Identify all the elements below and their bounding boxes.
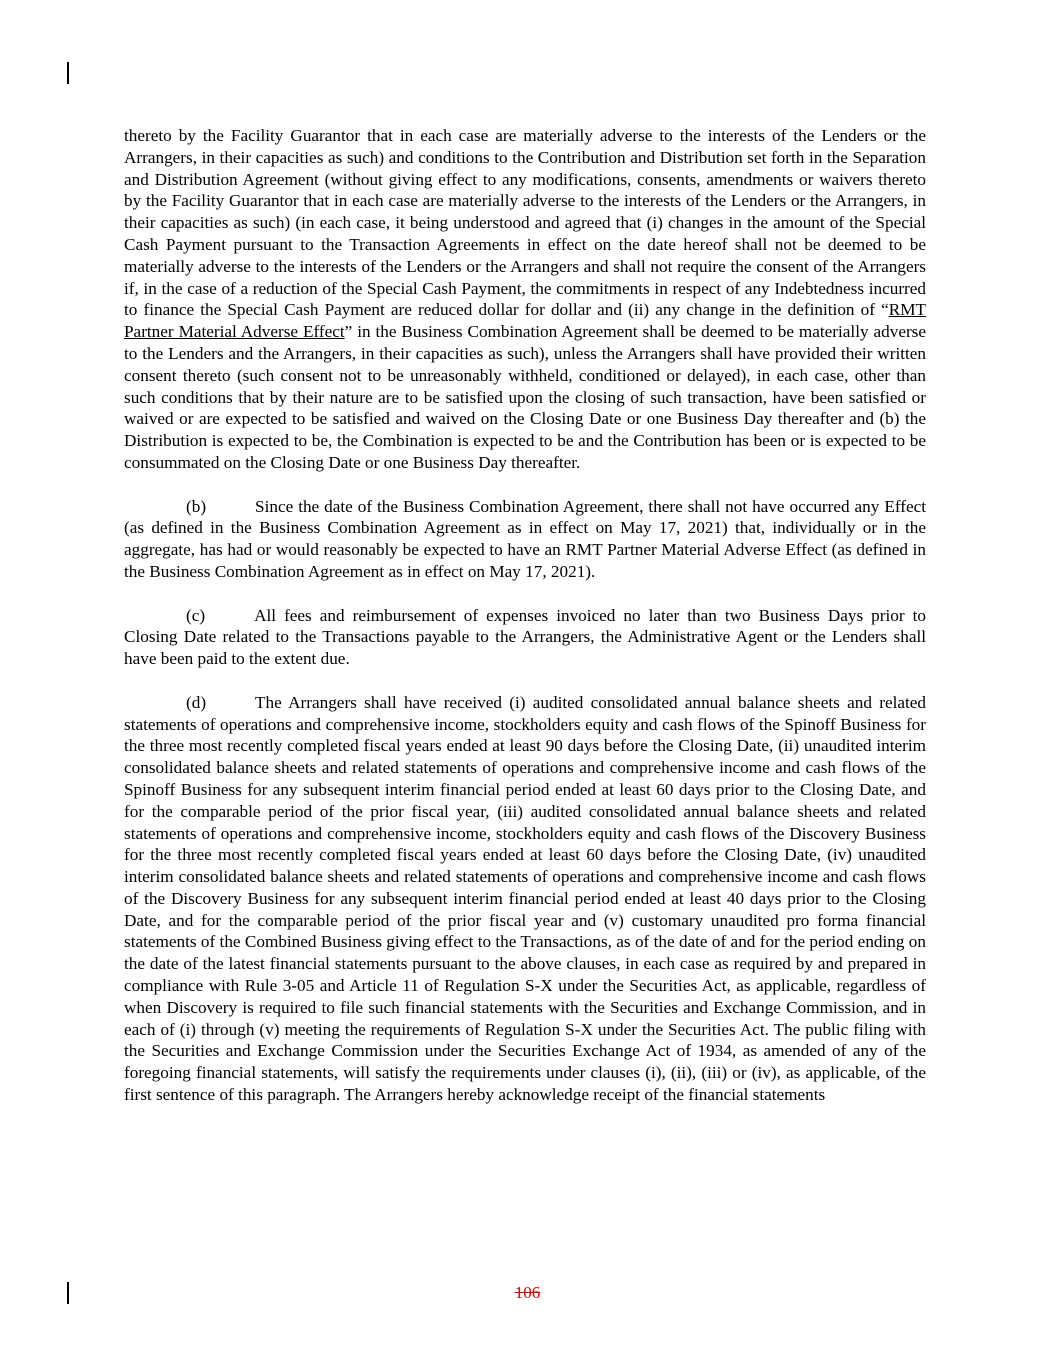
document-body [124,125,926,1128]
change-bar-top [67,62,69,84]
paragraph-d-label: (d) [186,692,207,712]
paragraph-intro-text-b: ” in the Business Combination Agreement shall be deemed to be materially adverse to the Lenders and the Arrangers, in their capacities as such), unless the Arrangers shall have provided their written consent thereto (such consent not to be unreasonably withheld, conditioned or delayed), in each case, other than such conditions that by their nature are to be satisfied upon the closing of such transaction, have been satisfied or waived or are expected to be satisfied and waived on the Closing Date or one Business Day thereafter and (b) the Distribution is expected to be, the Combination is expected to be and the Contribution has been or is expected to be consummated on the Closing Date or one Business Day thereafter. [124,322,926,472]
paragraph-b-text: Since the date of the Business Combination Agreement, there shall not have occurred any Effect (as defined in the Business Combination Agreement as in effect on May 17, 2021) that, individually or in the aggregate, has had or would reasonably be expected to have an RMT Partner Material Adverse Effect (as defined in the Business Combination Agreement as in effect on May 17, 2021). [124,496,926,581]
paragraph-intro [124,125,926,474]
paragraph-c-label: (c) [186,605,206,625]
paragraph-d [124,692,926,1106]
paragraph-b [124,496,926,583]
defined-term: RMT Partner Material Adverse Effect [124,300,926,342]
paragraph-c [124,605,926,670]
paragraph-intro-text-a: thereto by the Facility Guarantor that in each case are materially adverse to the interests of the Lenders or the Arrangers, in their capacities as such) and conditions to the Contribution and Distribution set forth in the Separation and Distribution Agreement (without giving effect to any modifications, consents, amendments or waivers thereto by the Facility Guarantor that in each case are materially adverse to the interests of the Lenders or the Arrangers, in their capacities as such) (in each case, it being understood and agreed that (i) changes in the amount of the Special Cash Payment pursuant to the Transaction Agreements in effect on the date hereof shall not be deemed to be materially adverse to the interests of the Lenders or the Arrangers and shall not require the consent of the Arrangers if, in the case of a reduction of the Special Cash Payment, the commitments in respect of any Indebtedness incurred to finance the Special Cash Payment are reduced dollar for dollar and (ii) any change in the definition of “ [124,126,926,320]
paragraph-b-label: (b) [186,496,207,516]
paragraph-c-text: All fees and reimbursement of expenses invoiced no later than two Business Days prior to Closing Date related to the Transactions payable to the Arrangers, the Administrative Agent or the Lenders shall have been paid to the extent due. [124,605,926,669]
paragraph-d-text: The Arrangers shall have received (i) audited consolidated annual balance sheets and related statements of operations and comprehensive income, stockholders equity and cash flows of the Spinoff Business for the three most recently completed fiscal years ended at least 90 days before the Closing Date, (ii) unaudited interim consolidated balance sheets and related statements of operations and comprehensive income and cash flows of the Spinoff Business for any subsequent interim financial period ended at least 60 days prior to the Closing Date, and for the comparable period of the prior fiscal year, (iii) audited consolidated annual balance sheets and related statements of operations and comprehensive income, stockholders equity and cash flows of the Discovery Business for the three most recently completed fiscal years ended at least 60 days before the Closing Date, (iv) unaudited interim consolidated balance sheets and related statements of operations and comprehensive income and cash flows of the Discovery Business for any subsequent interim financial period ended at least 40 days prior to the Closing Date, and for the comparable period of the prior fiscal year and (v) customary unaudited pro forma financial statements of the Combined Business giving effect to the Transactions, as of the date of and for the period ending on the date of the latest financial statements pursuant to the above clauses, in each case as required by and prepared in compliance with Rule 3-05 and Article 11 of Regulation S-X under the Securities Act, as applicable, regardless of when Discovery is required to file such financial statements with the Securities and Exchange Commission, and in each of (i) through (v) meeting the requirements of Regulation S-X under the Securities Act. The public filing with the Securities and Exchange Commission under the Securities Exchange Act of 1934, as amended of any of the foregoing financial statements, will satisfy the requirements under clauses (i), (ii), (iii) or (iv), as applicable, of the first sentence of this paragraph. The Arrangers hereby acknowledge receipt of the financial statements [124,692,926,1105]
page-number: 106 [514,1283,541,1302]
